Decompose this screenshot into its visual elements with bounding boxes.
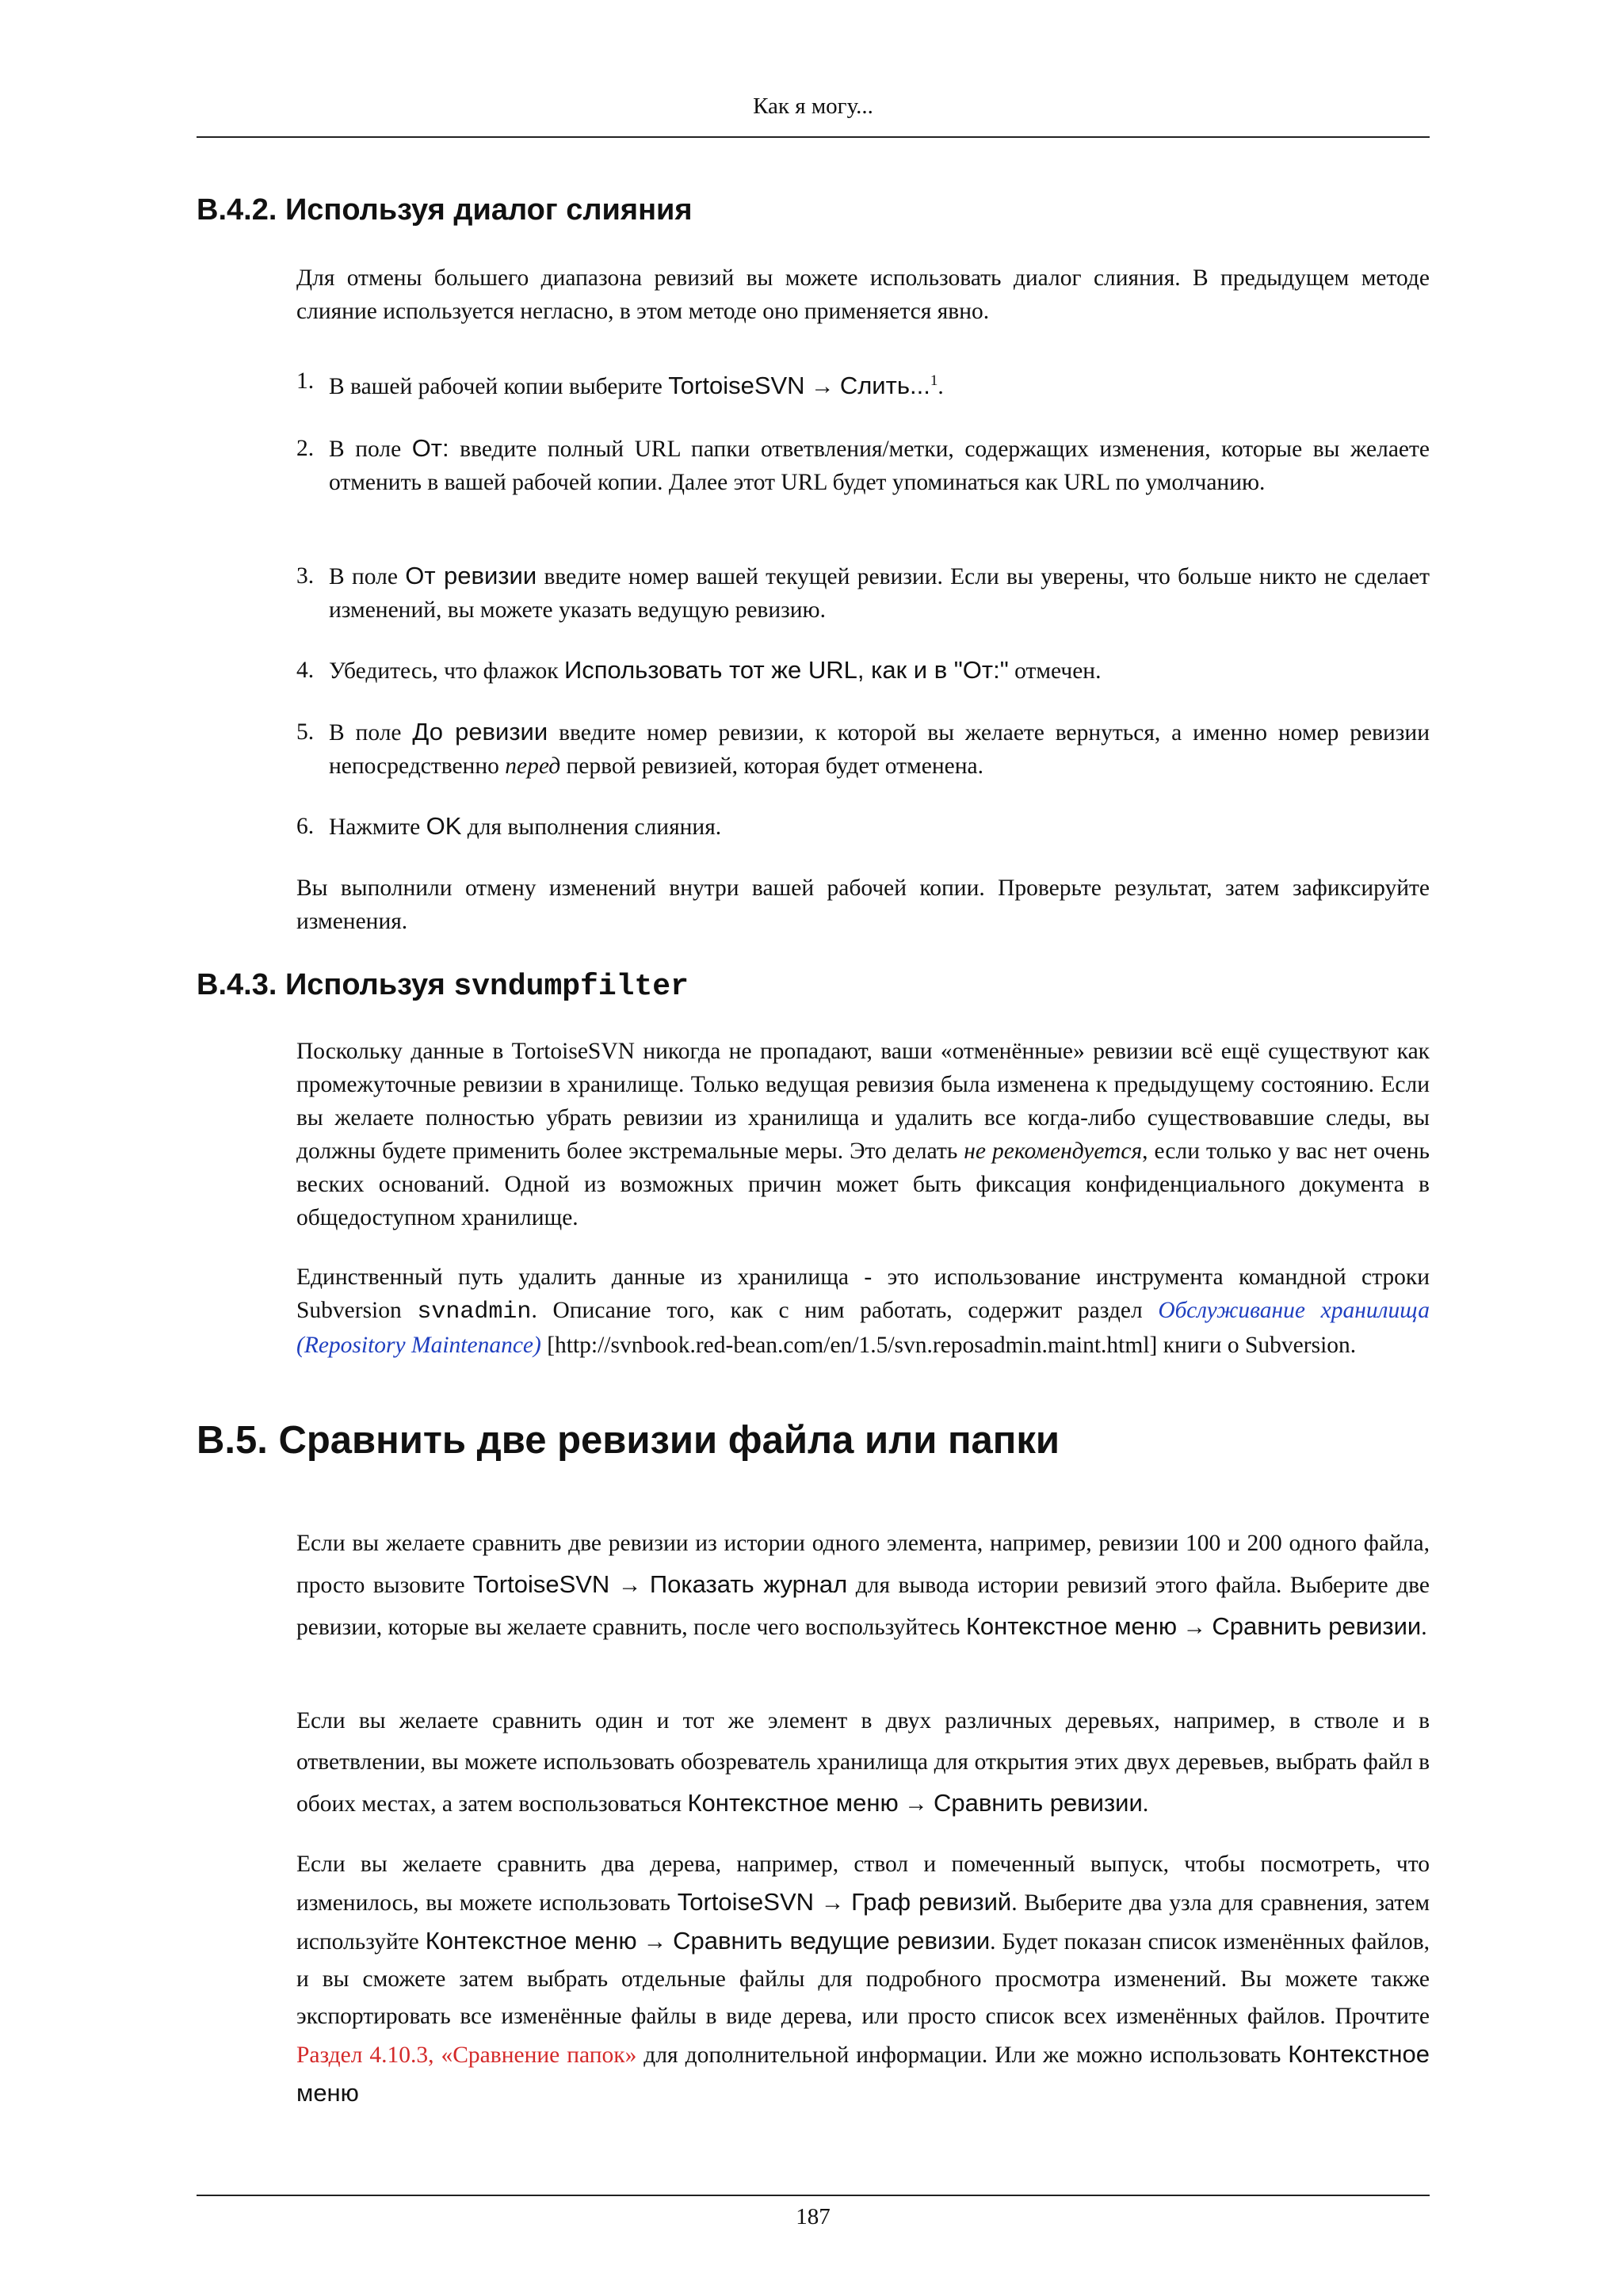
paragraph-b5-1: Если вы желаете сравнить две ревизии из истории одного элемента, например, ревизии 100 и 200 одного файла, просто вызовите TortoiseSVN → Показать журнал для вывода истории ревизий этого файла. Выберите две ревизии, которые вы желаете сравнить, после чего воспользуйтесь Контекстное меню → Сравнить ревизии. (296, 1531, 1430, 1640)
list-number: 5. (296, 719, 315, 745)
list-item: 6. Нажмите OK для выполнения слияния. (296, 810, 1430, 844)
paragraph-intro: Для отмены большего диапазона ревизий вы можете использовать диалог слияния. В предыдущем методе слияние используется негласно, в этом методе оно применяется явно. (296, 265, 1430, 324)
menu-path-tortoisesvn: TortoiseSVN (668, 372, 805, 399)
list-item: 4. Убедитесь, что флажок Использовать тот же URL, как и в "От:" отмечен. (296, 654, 1430, 688)
arrow-icon: → (643, 1929, 667, 1955)
list-number: 3. (296, 563, 315, 589)
checkbox-same-url: Использовать тот же URL, как и в "От:" (563, 656, 1009, 684)
paragraph-b5-3: Если вы желаете сравнить два дерева, например, ствол и помеченный выпуск, чтобы посмотреть, что изменилось, вы можете использовать TortoiseSVN → Граф ревизий. Выберите два узла для сравнения, затем используйте Контекстное меню → Сравнить ведущие ревизии. Будет показан список изменённых файлов, и вы сможете затем выбрать отдельные файлы для подробного просмотра изменений. Вы можете также экспортировать все изменённые файлы в виде дерева, или просто список всех изменённых файлов. Прочтите Раздел 4.10.3, «Сравнение папок» для дополнительной информации. Или же можно использовать Контекстное меню (296, 1852, 1430, 2107)
list-item: 5. В поле До ревизии введите номер ревизии, к которой вы желаете вернуться, а именно номер ревизии непосредственно перед первой ревизией, которая будет отменена. (296, 715, 1430, 783)
arrow-icon: → (904, 1791, 928, 1817)
running-header: Как я могу... (753, 93, 873, 119)
list-item: 1. В вашей рабочей копии выберите TortoiseSVN → Слить...$^1$. (296, 364, 1430, 403)
ok-button-label: OK (426, 812, 462, 840)
footer-rule (197, 2195, 1430, 2196)
list-number: 4. (296, 658, 315, 683)
paragraph-outro: Вы выполнили отмену изменений внутри вашей рабочей копии. Проверьте результат, затем зафиксируйте изменения. (296, 875, 1430, 934)
page-number: 187 (796, 2204, 831, 2229)
arrow-icon: → (617, 1573, 642, 1598)
field-to-revision: До ревизии (412, 718, 548, 746)
list-number: 1. (296, 368, 315, 394)
field-from-revision: От ревизии (405, 562, 537, 589)
list-item: 2. В поле От: введите полный URL папки ответвления/метки, содержащих изменения, которые вы желаете отменить в вашей рабочей копии. Далее этот URL будет упоминаться как URL по умолчанию. (296, 432, 1430, 499)
list-number: 2. (296, 436, 315, 461)
menu-path-merge: Слить... (839, 372, 930, 399)
command-svnadmin: svnadmin (417, 1299, 532, 1325)
header-rule (197, 136, 1430, 138)
field-from: От: (411, 434, 449, 462)
list-item: 3. В поле От ревизии введите номер вашей текущей ревизии. Если вы уверены, что больше никто не сделает изменений, вы можете указать ведущую ревизию. (296, 559, 1430, 627)
list-number: 6. (296, 814, 315, 839)
section-heading-b43: B.4.3. Используя svndumpfilter (197, 968, 689, 1004)
url-text: [http://svnbook.red-bean.com/en/1.5/svn.reposadmin.maint.html] (547, 1333, 1158, 1358)
paragraph-b43-1: Поскольку данные в TortoiseSVN никогда не пропадают, ваши «отменённые» ревизии всё ещё существуют как промежуточные ревизии в хранилище. Только ведущая ревизия была изменена к предыдущему состоянию. Если вы желаете полностью убрать ревизии из хранилища и удалить все когда-либо существовавшие следы, вы должны будете применить более экстремальные меры. Это делать не рекомендуется, если только у вас нет очень веских оснований. Одной из возможных причин может быть фиксация конфиденциального документа в общедоступном хранилище. (296, 1039, 1430, 1230)
paragraph-b5-2: Если вы желаете сравнить один и тот же элемент в двух различных деревьях, например, в стволе и в ответвлении, вы можете использовать обозреватель хранилища для открытия этих двух деревьев, выбрать файл в обоих местах, а затем воспользоваться Контекстное меню → Сравнить ревизии. (296, 1708, 1430, 1817)
compare-folders-link[interactable]: Раздел 4.10.3, «Сравнение папок» (296, 2042, 637, 2068)
section-heading-b5: B.5. Сравнить две ревизии файла или папки (197, 1419, 1060, 1462)
footnote-ref[interactable]: 1 (930, 372, 938, 390)
arrow-icon: → (820, 1890, 845, 1916)
repository-maintenance-link[interactable]: Обслуживание хранилища (Repository Maintenance) (296, 1298, 1430, 1358)
paragraph-b43-2: Единственный путь удалить данные из хранилища - это использование инструмента командной строки Subversion svnadmin. Описание того, как с ним работать, содержит раздел Обслуживание хранилища (Repository Maintenance) [http://svnbook.red-bean.com/en/1.5/svn.reposadmin.maint.html] книги о Subversion. (296, 1264, 1430, 1358)
arrow-icon: → (810, 374, 834, 399)
arrow-icon: → (1182, 1615, 1206, 1640)
section-heading-b42: B.4.2. Используя диалог слияния (197, 193, 693, 227)
